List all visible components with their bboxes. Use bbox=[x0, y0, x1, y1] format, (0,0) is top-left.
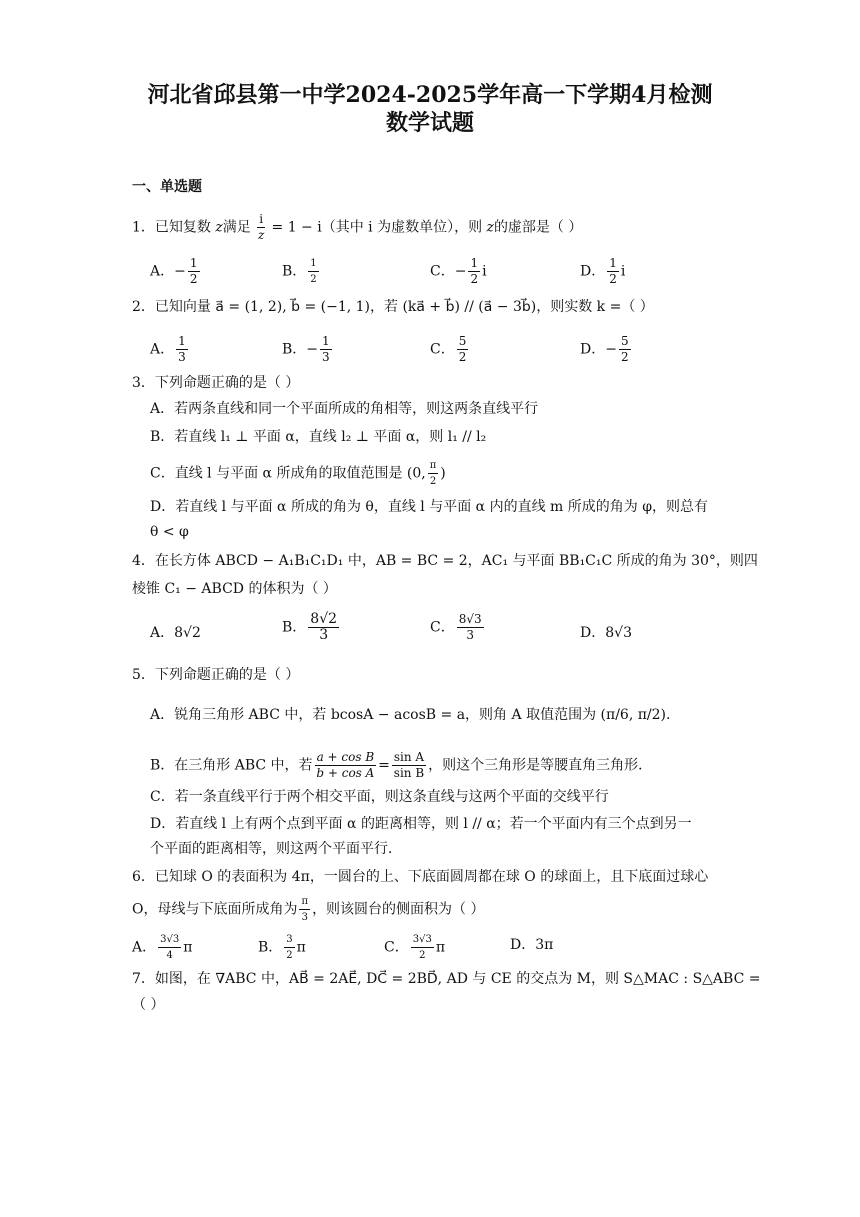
question-3-option-c: C．直线 l 与平面 α 所成角的取值范围是 (0, $\frac{\pi}{2}$ ) bbox=[150, 460, 446, 487]
question-5-option-b: B．在三角形 ABC 中，若 $\frac{\text{a + cos B}}{\text{b + cos A}}$ = $\frac{\text{sin A}}{\text{sin B}}$ ，则这个三角形是等腰直角三角形． bbox=[150, 750, 653, 780]
fraction: $\frac{i}{z}$ bbox=[257, 212, 265, 242]
question-6-option-c: C． $\frac{3√3}{2}$ π bbox=[384, 934, 446, 961]
question-6-option-b: B． $\frac{3}{2}$ π bbox=[258, 934, 306, 961]
question-7-stem-line1: 7．如图，在 ∇ABC 中，AB⃗ = 2AE⃗, DC⃗ = 2BD⃗, AD 与 CE 的交点为 M，则 S△MAC : S△ABC = bbox=[132, 971, 761, 987]
question-6-stem-line1: 6．已知球 O 的表面积为 4π，一圆台的上、下底面圆周都在球 O 的球面上，且下底面过球心 bbox=[132, 869, 709, 885]
question-1-option-d: D． $\frac{1}{2}$ i bbox=[580, 256, 626, 286]
question-6-option-d: D．3π bbox=[510, 937, 554, 953]
question-1-stem: 1．已知复数 z满足 $\frac{i}{z}$ = 1 − i（其中 i 为虚数单位），则 z的虚部是（ ） bbox=[132, 212, 583, 242]
question-5-stem: 5．下列命题正确的是（ ） bbox=[132, 667, 300, 683]
question-2-option-d: D．− $\frac{5}{2}$ bbox=[580, 334, 629, 364]
question-4-option-d: D．8√3 bbox=[580, 625, 632, 641]
question-2-option-a: A． $\frac{1}{3}$ bbox=[150, 334, 186, 364]
question-2-option-c: C． $\frac{5}{2}$ bbox=[430, 334, 467, 364]
question-5-option-a: A．锐角三角形 ABC 中，若 bcosA − acosB = a，则角 A 取值范围为 (π/6, π/2). bbox=[150, 707, 671, 723]
document-title-line1: 河北省邱县第一中学2024-2025学年高一下学期4月检测 bbox=[147, 82, 713, 108]
question-3-option-d-line1: D．若直线 l 与平面 α 所成的角为 θ，直线 l 与平面 α 内的直线 m 所成的角为 φ，则总有 bbox=[150, 499, 708, 515]
question-3-option-a: A．若两条直线和同一个平面所成的角相等，则这两条直线平行 bbox=[150, 401, 539, 417]
question-5-option-c: C．若一条直线平行于两个相交平面，则这条直线与这两个平面的交线平行 bbox=[150, 789, 609, 805]
question-6-option-a: A． $\frac{3√3}{4}$ π bbox=[132, 934, 193, 961]
question-1-option-b: B． $\frac{1}{2}$ bbox=[282, 258, 317, 285]
question-2-stem: 2．已知向量 a⃗ = (1, 2), b⃗ = (−1, 1)，若 (ka⃗ + b⃗) // (a⃗ − 3b⃗)，则实数 k =（ ） bbox=[132, 299, 654, 315]
question-5-option-d-line1: D．若直线 l 上有两个点到平面 α 的距离相等，则 l // α；若一个平面内有三个点到另一 bbox=[150, 816, 692, 832]
question-6-stem-line2: O，母线与下底面所成角为 $\frac{\pi}{3}$ ，则该圆台的侧面积为（ ） bbox=[132, 896, 485, 923]
question-4-stem-line2: 棱锥 C₁ − ABCD 的体积为（ ） bbox=[132, 581, 337, 597]
question-2-option-b: B．− $\frac{1}{3}$ bbox=[282, 334, 330, 364]
document-title-line2: 数学试题 bbox=[385, 110, 474, 136]
question-3-option-d-line2: θ < φ bbox=[150, 524, 189, 540]
question-4-option-c: C． $\frac{8√3}{3}$ bbox=[430, 612, 482, 642]
question-5-option-d-line2: 个平面的距离相等，则这两个平面平行． bbox=[150, 841, 402, 857]
question-4-option-b: B． $\frac{8√2}{3}$ bbox=[282, 611, 338, 643]
question-3-option-b: B．若直线 l₁ ⊥ 平面 α，直线 l₂ ⊥ 平面 α，则 l₁ // l₂ bbox=[150, 429, 487, 445]
question-4-stem-line1: 4．在长方体 ABCD − A₁B₁C₁D₁ 中，AB = BC = 2，AC₁ 与平面 BB₁C₁C 所成的角为 30°，则四 bbox=[132, 553, 758, 569]
section-heading: 一、单选题 bbox=[132, 179, 202, 195]
question-3-stem: 3．下列命题正确的是（ ） bbox=[132, 375, 300, 391]
question-4-option-a: A．8√2 bbox=[150, 625, 201, 641]
question-1-option-a: A．− $\frac{1}{2}$ bbox=[150, 256, 198, 286]
question-7-stem-line2: （ ） bbox=[132, 997, 165, 1013]
question-1-option-c: C．− $\frac{1}{2}$ i bbox=[430, 256, 487, 286]
